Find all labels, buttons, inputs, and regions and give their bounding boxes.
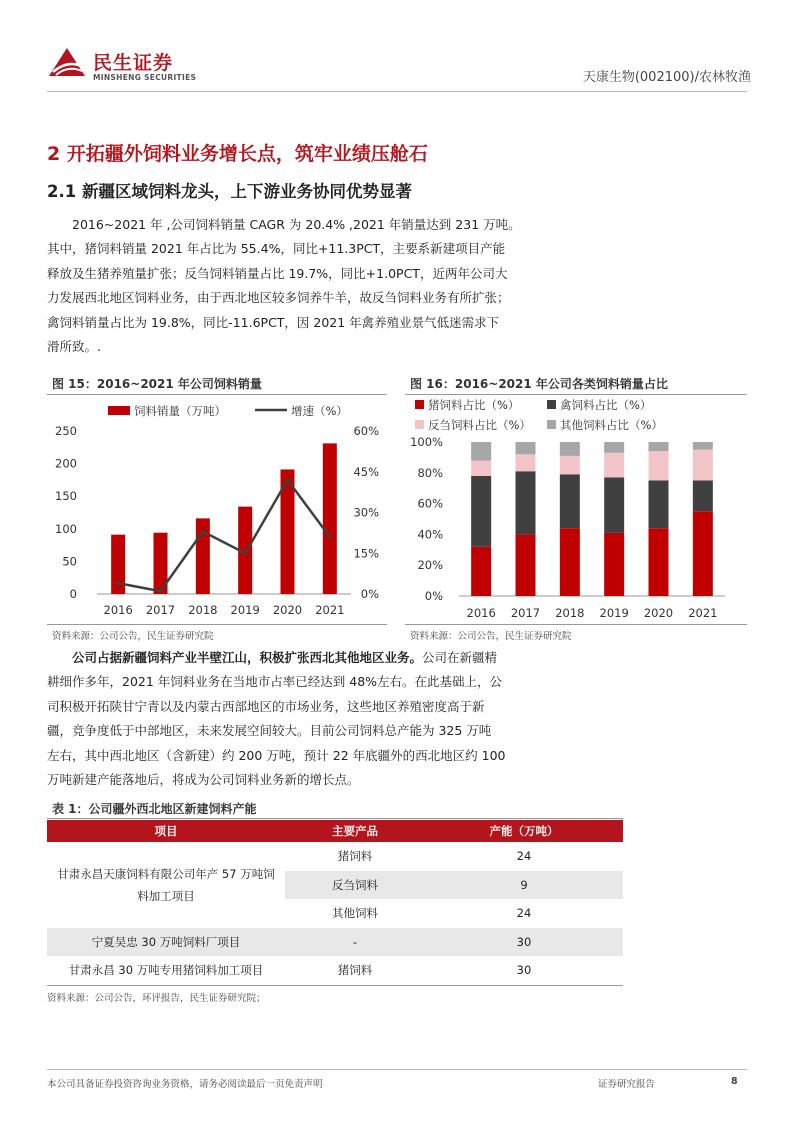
- table-1-rule: [47, 818, 623, 819]
- table-1-source: 资料来源：公司公告，环评报告，民生证券研究院；: [47, 993, 266, 1004]
- paragraph-line: 2016~2021 年 ,公司饲料销量 CAGR 为 20.4% ,2021 年销量达到 231 万吨。: [47, 217, 521, 232]
- paragraph-line: 其中，猪饲料销量 2021 年占比为 55.4%，同比+11.3PCT，主要系新建项目产能: [47, 241, 506, 257]
- paragraph-line: 禽饲料销量占比为 19.8%，同比-11.6PCT，因 2021 年禽养殖业景气低迷需求下: [47, 314, 500, 330]
- x-tick-label: 2016: [103, 603, 133, 617]
- project-cell: 甘肃永昌 30 万吨专用猪饲料加工项目: [68, 963, 264, 978]
- bar-volume-2021: [323, 443, 337, 594]
- x-tick-label: 2019: [230, 603, 260, 617]
- table-row: [47, 956, 623, 985]
- growth-point-2017: [159, 590, 162, 593]
- product-cell: 反刍饲料: [285, 871, 425, 900]
- stacked-bar-segment-2019-1: [604, 477, 624, 532]
- y-tick-label: 80%: [417, 465, 443, 480]
- report-stock-label: 天康生物(002100)/农林牧渔: [582, 70, 751, 85]
- y-right-tick-label: 60%: [353, 424, 379, 438]
- y-left-tick-label: 150: [55, 489, 77, 504]
- legend-label-3: 其他饲料占比（%）: [560, 418, 663, 432]
- growth-point-2018: [201, 530, 204, 533]
- bar-volume-2018: [196, 518, 210, 594]
- y-right-tick-label: 15%: [353, 546, 379, 561]
- stacked-bar-segment-2017-2: [516, 454, 536, 471]
- stacked-bar-segment-2020-3: [649, 442, 669, 451]
- legend-swatch-2: [415, 420, 424, 429]
- y-tick-label: 20%: [417, 558, 443, 573]
- x-tick-label: 2016: [466, 606, 496, 620]
- stacked-bar-segment-2018-2: [560, 456, 580, 474]
- y-tick-label: 0%: [424, 589, 443, 603]
- product-cell: 猪饲料: [337, 963, 373, 978]
- col-header-product: 主要产品: [285, 820, 425, 842]
- x-tick-label: 2021: [315, 603, 345, 617]
- paragraph-line-text: 公司在新疆精: [422, 650, 498, 665]
- capacity-cell: 30: [425, 928, 623, 957]
- growth-point-2016: [117, 582, 120, 585]
- x-tick-label: 2018: [555, 606, 585, 620]
- stacked-bar-segment-2018-3: [560, 442, 580, 456]
- paragraph-line: 滑所致。.: [47, 339, 101, 355]
- stacked-bar-segment-2016-2: [471, 460, 491, 475]
- figure-16-bottom-rule: [405, 624, 747, 625]
- table-row: [47, 842, 623, 871]
- y-right-tick-label: 45%: [353, 464, 379, 479]
- stacked-bar-segment-2018-1: [560, 474, 580, 528]
- footer-disclaimer: 本公司具备证券投资咨询业务资格，请务必阅读最后一页免责声明: [47, 1079, 323, 1090]
- footer-divider: [47, 1069, 747, 1070]
- page-number: 8: [731, 1076, 738, 1087]
- paragraph-line: 万吨新建产能落地后，将成为公司饲料业务新的增长点。: [47, 772, 360, 788]
- legend-swatch-1: [547, 400, 556, 409]
- paragraph-lead: 公司占据新疆饲料产业半壁江山，积极扩张西北其他地区业务。: [72, 650, 423, 665]
- legend-swatch-volume: [108, 406, 130, 415]
- figure-16-title: 图 16：2016~2021 年公司各类饲料销量占比: [410, 377, 668, 391]
- legend-swatch-0: [415, 400, 424, 409]
- y-left-tick-label: 50: [62, 554, 77, 569]
- stacked-bar-segment-2016-0: [471, 547, 491, 596]
- growth-point-2021: [328, 535, 331, 538]
- project-cell: 甘肃永昌天康饲料有限公司年产 57 万吨饲料加工项目: [57, 866, 275, 903]
- figure-15-bottom-rule: [47, 624, 387, 625]
- figure-16-source: 资料来源：公司公告，民生证券研究院: [410, 631, 572, 642]
- y-left-tick-label: 100: [55, 521, 77, 536]
- growth-point-2019: [244, 552, 247, 555]
- y-tick-label: 40%: [417, 527, 443, 542]
- table-1-bottom-rule: [47, 985, 623, 986]
- paragraph-line: 司积极开拓陕甘宁青以及内蒙古西部地区的市场业务，这些地区养殖密度高于新: [47, 698, 485, 714]
- col-header-project: 项目: [47, 820, 285, 842]
- y-left-tick-label: 250: [55, 424, 77, 438]
- legend-label-growth: 增速（%）: [291, 404, 348, 418]
- stacked-bar-segment-2021-1: [693, 481, 713, 512]
- minsheng-logo-icon: [47, 46, 87, 82]
- header-divider: [47, 91, 747, 92]
- legend-label-2: 反刍饲料占比（%）: [428, 418, 531, 432]
- intro-paragraph: [47, 213, 525, 359]
- paragraph-line: 耕细作多年，2021 年饲料业务在当地市占率已经达到 48%左右。在此基础上，公: [47, 674, 503, 690]
- growth-point-2020: [286, 478, 289, 481]
- y-right-tick-label: 0%: [360, 587, 379, 601]
- section-heading: 2 开拓疆外饲料业务增长点，筑牢业绩压舱石: [47, 143, 428, 165]
- figure-15-title: 图 15：2016~2021 年公司饲料销量: [52, 377, 262, 391]
- product-cell: 其他饲料: [332, 906, 378, 921]
- y-left-tick-label: 200: [55, 456, 77, 471]
- stacked-bar-segment-2019-0: [604, 533, 624, 596]
- logo-text: 民生证券: [93, 52, 174, 74]
- project-cell: 宁夏吴忠 30 万吨饲料厂项目: [47, 928, 285, 957]
- line-growth-rate: [118, 480, 330, 591]
- figure-15-rule: [47, 394, 387, 395]
- stacked-bar-segment-2020-1: [649, 481, 669, 529]
- stacked-bar-segment-2017-1: [516, 471, 536, 534]
- capacity-table: [47, 820, 623, 985]
- stacked-bar-segment-2019-3: [604, 442, 624, 453]
- legend-label-0: 猪饲料占比（%）: [428, 398, 520, 412]
- col-header-capacity: 产能（万吨）: [425, 820, 623, 842]
- x-tick-label: 2019: [599, 606, 629, 620]
- stacked-bar-segment-2017-3: [516, 442, 536, 454]
- figure-15-chart: [47, 396, 387, 622]
- legend-swatch-3: [547, 420, 556, 429]
- legend-label-1: 禽饲料占比（%）: [560, 398, 652, 412]
- x-tick-label: 2017: [510, 606, 541, 620]
- market-paragraph: [47, 646, 525, 792]
- x-tick-label: 2020: [643, 606, 674, 620]
- table-header-row: [47, 820, 623, 842]
- stacked-bar-segment-2020-0: [649, 528, 669, 596]
- stacked-bar-segment-2017-0: [516, 534, 536, 596]
- paragraph-line: [47, 646, 525, 670]
- stacked-bar-segment-2021-3: [693, 442, 713, 450]
- figure-16-chart: [405, 396, 747, 622]
- stacked-bar-segment-2016-3: [471, 442, 491, 460]
- x-tick-label: 2021: [688, 606, 718, 620]
- capacity-cell: 9: [425, 871, 623, 900]
- y-tick-label: 100%: [410, 435, 443, 449]
- y-left-tick-label: 0: [69, 587, 77, 601]
- stacked-bar-segment-2021-2: [693, 450, 713, 481]
- paragraph-line: 力发展西北地区饲料业务，由于西北地区较多饲养牛羊，故反刍饲料业务有所扩张；: [47, 290, 510, 306]
- x-tick-label: 2017: [145, 603, 176, 617]
- figure-15-source: 资料来源：公司公告，民生证券研究院: [52, 631, 214, 642]
- footer-report-type: 证券研究报告: [598, 1079, 656, 1090]
- figure-16-rule: [405, 394, 747, 395]
- paragraph-line: 释放及生猪养殖量扩张；反刍饲料销量占比 19.7%，同比+1.0PCT，近两年公司大: [47, 265, 508, 281]
- y-tick-label: 60%: [417, 496, 443, 511]
- y-right-tick-label: 30%: [353, 505, 379, 520]
- stacked-bar-segment-2016-1: [471, 476, 491, 547]
- product-cell: 猪饲料: [337, 849, 373, 864]
- logo-subtext: MINSHENG SECURITIES: [93, 73, 197, 82]
- capacity-cell: 24: [516, 849, 532, 864]
- subsection-heading: 2.1 新疆区域饲料龙头，上下游业务协同优势显著: [47, 182, 412, 201]
- stacked-bar-segment-2021-0: [693, 511, 713, 596]
- product-cell: -: [285, 928, 425, 957]
- capacity-cell: 24: [516, 906, 532, 921]
- x-tick-label: 2018: [188, 603, 218, 617]
- stacked-bar-segment-2018-0: [560, 528, 580, 596]
- capacity-cell: 30: [516, 963, 532, 978]
- table-1-title: 表 1：公司疆外西北地区新建饲料产能: [52, 802, 257, 816]
- x-tick-label: 2020: [272, 603, 303, 617]
- stacked-bar-segment-2020-2: [649, 451, 669, 480]
- paragraph-line: 疆，竞争度低于中部地区，未来发展空间较大。目前公司饲料总产能为 325 万吨: [47, 723, 492, 739]
- table-row: [47, 928, 623, 957]
- legend-label-volume: 饲料销量（万吨）: [134, 404, 226, 418]
- stacked-bar-segment-2019-2: [604, 453, 624, 478]
- paragraph-line: 左右，其中西北地区（含新建）约 200 万吨，预计 22 年底疆外的西北地区约 100: [47, 747, 506, 763]
